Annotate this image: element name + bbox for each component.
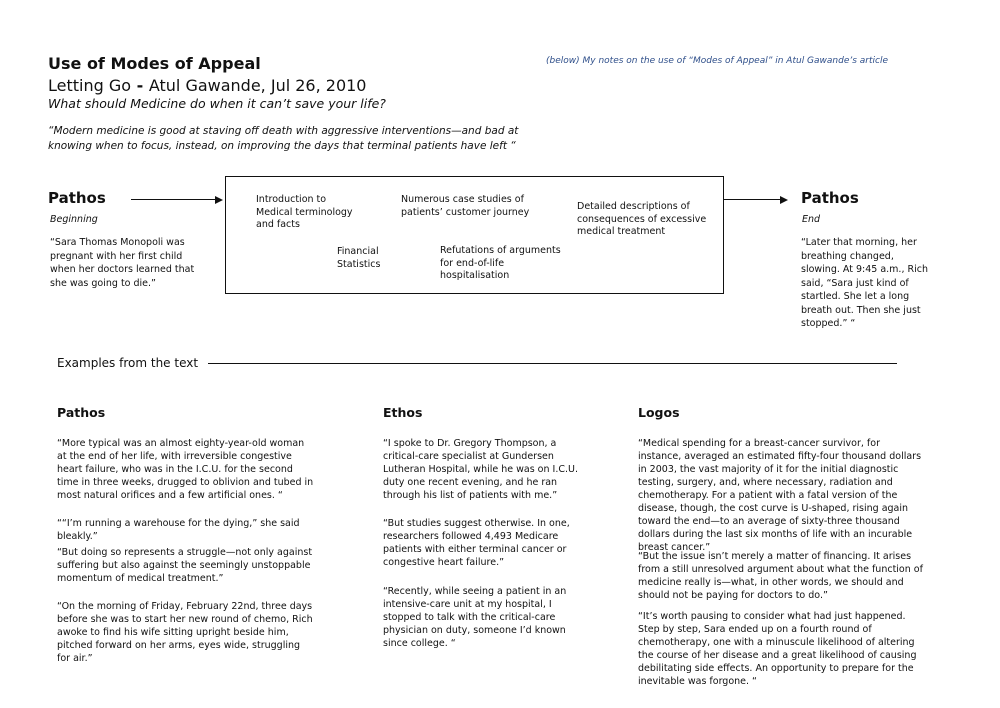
column-heading-ethos: Ethos [383, 405, 423, 420]
box-item-case-studies: Numerous case studies of patients’ customer journey [401, 194, 530, 218]
article-question: What should Medicine do when it can’t save your life? [48, 96, 386, 111]
article-subtitle [48, 76, 366, 95]
pathos-example-4: “On the morning of Friday, February 22nd, three days before she was to start her new round of chemo, Rich awoke to find his wife sitting upright beside him, pitched forward on her arms, eyes wide, struggling for air.” [57, 601, 313, 664]
logos-example-3: “It’s worth pausing to consider what had just happened. Step by step, Sara ended up on a fourth round of chemotherapy, one with a minuscule likelihood of altering the course of her disease and a great likelihood of causing debilitating side effects. An opportunity to prepare for the inevitable was forgone. “ [638, 611, 917, 687]
examples-label: Examples from the text [57, 356, 199, 370]
box-item-intro: Introduction to Medical terminology and facts [256, 194, 353, 230]
arrow-right-icon [215, 196, 223, 204]
flow-arrow-right-line [724, 199, 780, 200]
pathos-beginning-quote: “Sara Thomas Monopoli was pregnant with her first child when her doctors learned that she was going to die.” [50, 237, 195, 289]
subtitle-dash: - [131, 76, 149, 95]
intro-quote: “Modern medicine is good at staving off death with aggressive interventions—and bad at knowing when to focus, instead, on improving the days that terminal patients have left “ [48, 125, 519, 152]
pathos-example-1: “More typical was an almost eighty-year-old woman at the end of her life, with irreversible congestive heart failure, who was in the I.C.U. for the second time in three weeks, drugged to oblivion and tubed in most natural orifices and a few artificial ones. “ [57, 438, 314, 501]
ethos-example-1: “I spoke to Dr. Gregory Thompson, a critical-care specialist at Gundersen Lutheran Hospital, while he was on I.C.U. duty one recent evening, and he ran through his list of patients with me.” [383, 438, 578, 501]
column-heading-logos: Logos [638, 405, 680, 420]
logos-example-2: “But the issue isn’t merely a matter of financing. It arises from a still unresolved argument about what the function of medicine really is—what, in other words, we should and should not be paying for doctors to do.” [638, 551, 923, 601]
page-title: Use of Modes of Appeal [48, 54, 261, 73]
box-item-financial: Financial Statistics [337, 246, 381, 270]
arrow-right-icon [780, 196, 788, 204]
ethos-example-3: “Recently, while seeing a patient in an intensive-care unit at my hospital, I stopped to talk with the critical-care physician on duty, someone I’d known since college. “ [383, 586, 567, 649]
ethos-example-2: “But studies suggest otherwise. In one, researchers followed 4,493 Medicare patients with either terminal cancer or congestive heart failure.” [383, 518, 570, 568]
pathos-beginning-heading: Pathos [48, 189, 106, 207]
pathos-end-label: End [802, 214, 821, 225]
pathos-beginning-label: Beginning [50, 214, 98, 225]
notes-caption: (below) My notes on the use of “Modes of Appeal” in Atul Gawande’s article [546, 56, 889, 66]
article-name: Letting Go [48, 76, 132, 95]
article-author-date: Atul Gawande, Jul 26, 2010 [148, 76, 367, 95]
box-item-refutations: Refutations of arguments for end-of-life hospitalisation [440, 245, 561, 281]
pathos-example-3: “But doing so represents a struggle—not only against suffering but also against the seemingly unstoppable momentum of medical treatment.” [57, 547, 313, 584]
column-heading-pathos: Pathos [57, 405, 106, 420]
pathos-example-2: ““I’m running a warehouse for the dying,” she said bleakly.” [57, 518, 300, 542]
box-item-consequences: Detailed descriptions of consequences of excessive medical treatment [577, 201, 707, 237]
pathos-end-quote: “Later that morning, her breathing changed, slowing. At 9:45 a.m., Rich said, “Sara just kind of startled. She let a long breath out. Then she just stopped.” “ [801, 237, 928, 329]
logos-example-1: “Medical spending for a breast-cancer survivor, for instance, averaged an estimated fifty-four thousand dollars in 2003, the vast majority of it for the initial diagnostic testing, surgery, and, where necessary, radiation and chemotherapy. For a patient with a fatal version of the disease, though, the cost curve is U-shaped, rising again toward the end—to an average of sixty-three thousand dollars during the last six months of life with an incurable breast cancer.” [638, 438, 922, 553]
flow-arrow-left-line [131, 199, 215, 200]
examples-divider [208, 363, 897, 364]
pathos-end-heading: Pathos [801, 189, 859, 207]
